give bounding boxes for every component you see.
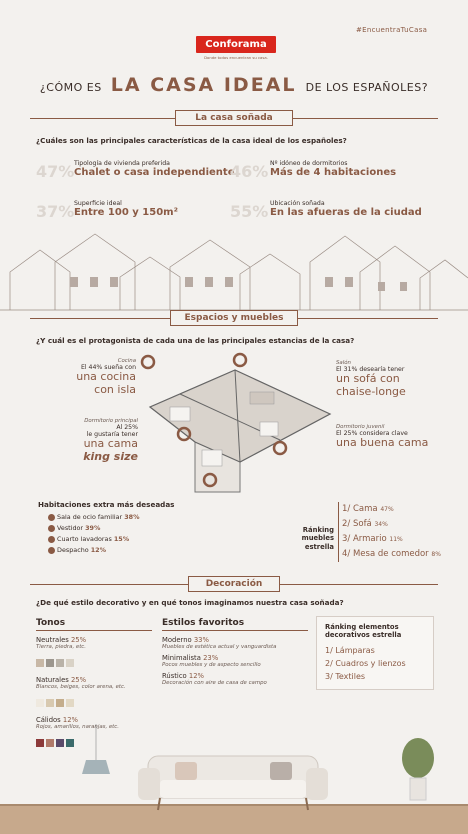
living-room-illustration [0,718,468,834]
tono-name: Naturales [36,676,69,684]
estilo-desc: Pocos muebles y de aspecto sencillo [162,662,261,668]
deco-title: Ránking elementos decorativos estrella [325,623,402,640]
estilos-column [162,618,308,686]
stat-label: Nº idóneo de dormitorios [270,160,348,167]
section-question: ¿Y cuál es el protagonista de cada una de las principales estancias de la casa? [36,336,355,345]
title-post: DE LOS ESPAÑOLES? [305,81,429,94]
room-name: Salón [336,360,351,366]
stat-card [230,202,268,221]
tono-desc: Rojos, amarillos, naranjas, etc. [36,724,119,730]
list-item [48,545,140,556]
extra-label: Despacho [57,546,89,554]
section-question: ¿De qué estilo decorativo y en qué tonos imaginamos nuestra casa soñada? [36,598,344,607]
section-header-espacios: Espacios y muebles [170,310,298,326]
extra-rooms-title [38,500,174,509]
list-item [48,523,140,534]
room-name: Dormitorio principal [84,418,138,424]
ranking-list [342,502,441,562]
stat-value: Entre 100 y 150m² [74,207,178,218]
extra-pct: 39% [85,524,101,532]
color-swatch [66,699,74,707]
stat-value: En las afueras de la ciudad [270,207,422,218]
color-swatches [36,692,152,711]
brand-logo [196,36,276,60]
estilo-item: Minimalista 23% Pocos muebles y de aspecto sencillo [162,654,308,668]
stat-pct: 47% [36,162,75,181]
stat-pct: 37% [36,202,75,221]
stat-value: Chalet o casa independiente [74,167,235,178]
tono-pct: 12% [62,716,78,724]
room-name: Dormitorio juvenil [336,424,385,430]
callout-text: El 44% sueña con [80,364,136,371]
stat-text [74,200,178,219]
stat-text [74,160,234,179]
color-swatches [36,652,152,671]
ranking-item: 4/ Mesa de comedor 8% [342,549,441,559]
deco-item: 1/ Lámparas [325,645,375,655]
stat-text [270,160,396,179]
extra-label: Cuarto lavadoras [57,535,112,543]
callout-text: El 31% desearía tener [336,366,405,373]
extra-pct: 38% [124,513,140,521]
tono-pct: 25% [70,636,87,644]
estilo-item: Rústico 12% Decoración con aire de casa de campo [162,672,308,686]
extra-label: Vestidor [57,524,84,532]
estilos-title: Estilos favoritos [162,618,308,631]
tono-desc: Blancos, beiges, color arena, etc. [36,684,126,690]
callout-cocina [56,358,136,396]
callout-value: una buena cama [336,436,429,449]
callout-value: una cocina con isla [76,370,136,396]
tono-item [36,636,152,671]
hashtag: #EncuentraTuCasa [356,26,428,34]
color-swatch [36,659,44,667]
washer-icon [48,536,55,543]
list-item [48,512,140,523]
ranking-item: 3/ Armario 11% [342,534,403,544]
color-swatch [46,699,54,707]
house-sketch-illustration [0,222,468,312]
title-main: LA CASA IDEAL [110,74,297,96]
callout-text: Al 25% [116,424,138,431]
section-header-decoracion: Decoración [188,576,280,592]
room-name: Cocina [117,358,136,364]
ranking-divider [338,502,339,562]
tono-pct: 25% [70,676,87,684]
brand-logo-box: Conforama [196,36,276,53]
callout-salon [336,360,436,398]
estilo-item: Moderno 33% Muebles de estética actual y vanguardista [162,636,308,650]
extra-title: Habitaciones extra más deseadas [38,500,175,509]
deco-ranking-box [316,616,434,690]
stat-card [36,202,74,221]
extra-label: Sala de ocio familiar [57,513,123,521]
title-pre: ¿CÓMO ES [39,81,102,94]
hanger-icon [48,525,55,532]
page-title [0,74,468,96]
callout-value: king size [83,449,138,463]
section-question: ¿Cuáles son las principales características de la casa ideal de los españoles? [36,136,347,145]
deco-item: 2/ Cuadros y lienzos [325,658,406,668]
room-icon [48,514,55,521]
ranking-item: 1/ Cama 47% [342,504,394,514]
stat-card [36,162,74,181]
callout-value: una cama [83,437,138,450]
stat-label: Ubicación soñada [270,200,325,207]
estilo-desc: Muebles de estética actual y vanguardista [162,644,277,650]
callout-juvenil [336,424,446,450]
color-swatch [56,659,64,667]
stat-label: Superficie ideal [74,200,122,207]
deco-item: 3/ Textiles [325,671,366,681]
callout-dormitorio [56,418,138,463]
ranking-item: 2/ Sofá 34% [342,519,388,529]
estilo-desc: Decoración con aire de casa de campo [162,680,267,686]
color-swatch [56,699,64,707]
stat-card [230,162,268,181]
extra-pct: 15% [113,535,130,543]
callout-value: un sofá con chaise-longe [336,372,406,398]
tono-desc: Tierra, piedra, etc. [36,644,86,650]
stat-value: Más de 4 habitaciones [270,167,397,178]
callout-text: le gustaría tener [86,431,138,438]
desk-icon [48,547,55,554]
floor-plan-illustration [140,352,336,502]
brand-tagline: Donde todos encuentran su casa. [204,55,268,60]
extra-pct: 12% [90,546,107,554]
callout-text: El 25% considera clave [336,430,408,437]
section-header-casa: La casa soñada [175,110,293,126]
tonos-title: Tonos [36,618,152,631]
stat-pct: 55% [230,202,269,221]
extra-rooms-list [48,512,140,556]
ranking-title: Ránking muebles estrella [301,526,334,551]
color-swatch [46,659,54,667]
tono-name: Neutrales [36,636,69,644]
color-swatch [66,659,74,667]
stat-text [270,200,422,219]
tono-name: Cálidos [36,716,61,724]
stat-label: Tipología de vivienda preferida [74,160,170,167]
color-swatch [36,699,44,707]
list-item [48,534,140,545]
tono-item [36,676,152,711]
stat-pct: 46% [230,162,269,181]
